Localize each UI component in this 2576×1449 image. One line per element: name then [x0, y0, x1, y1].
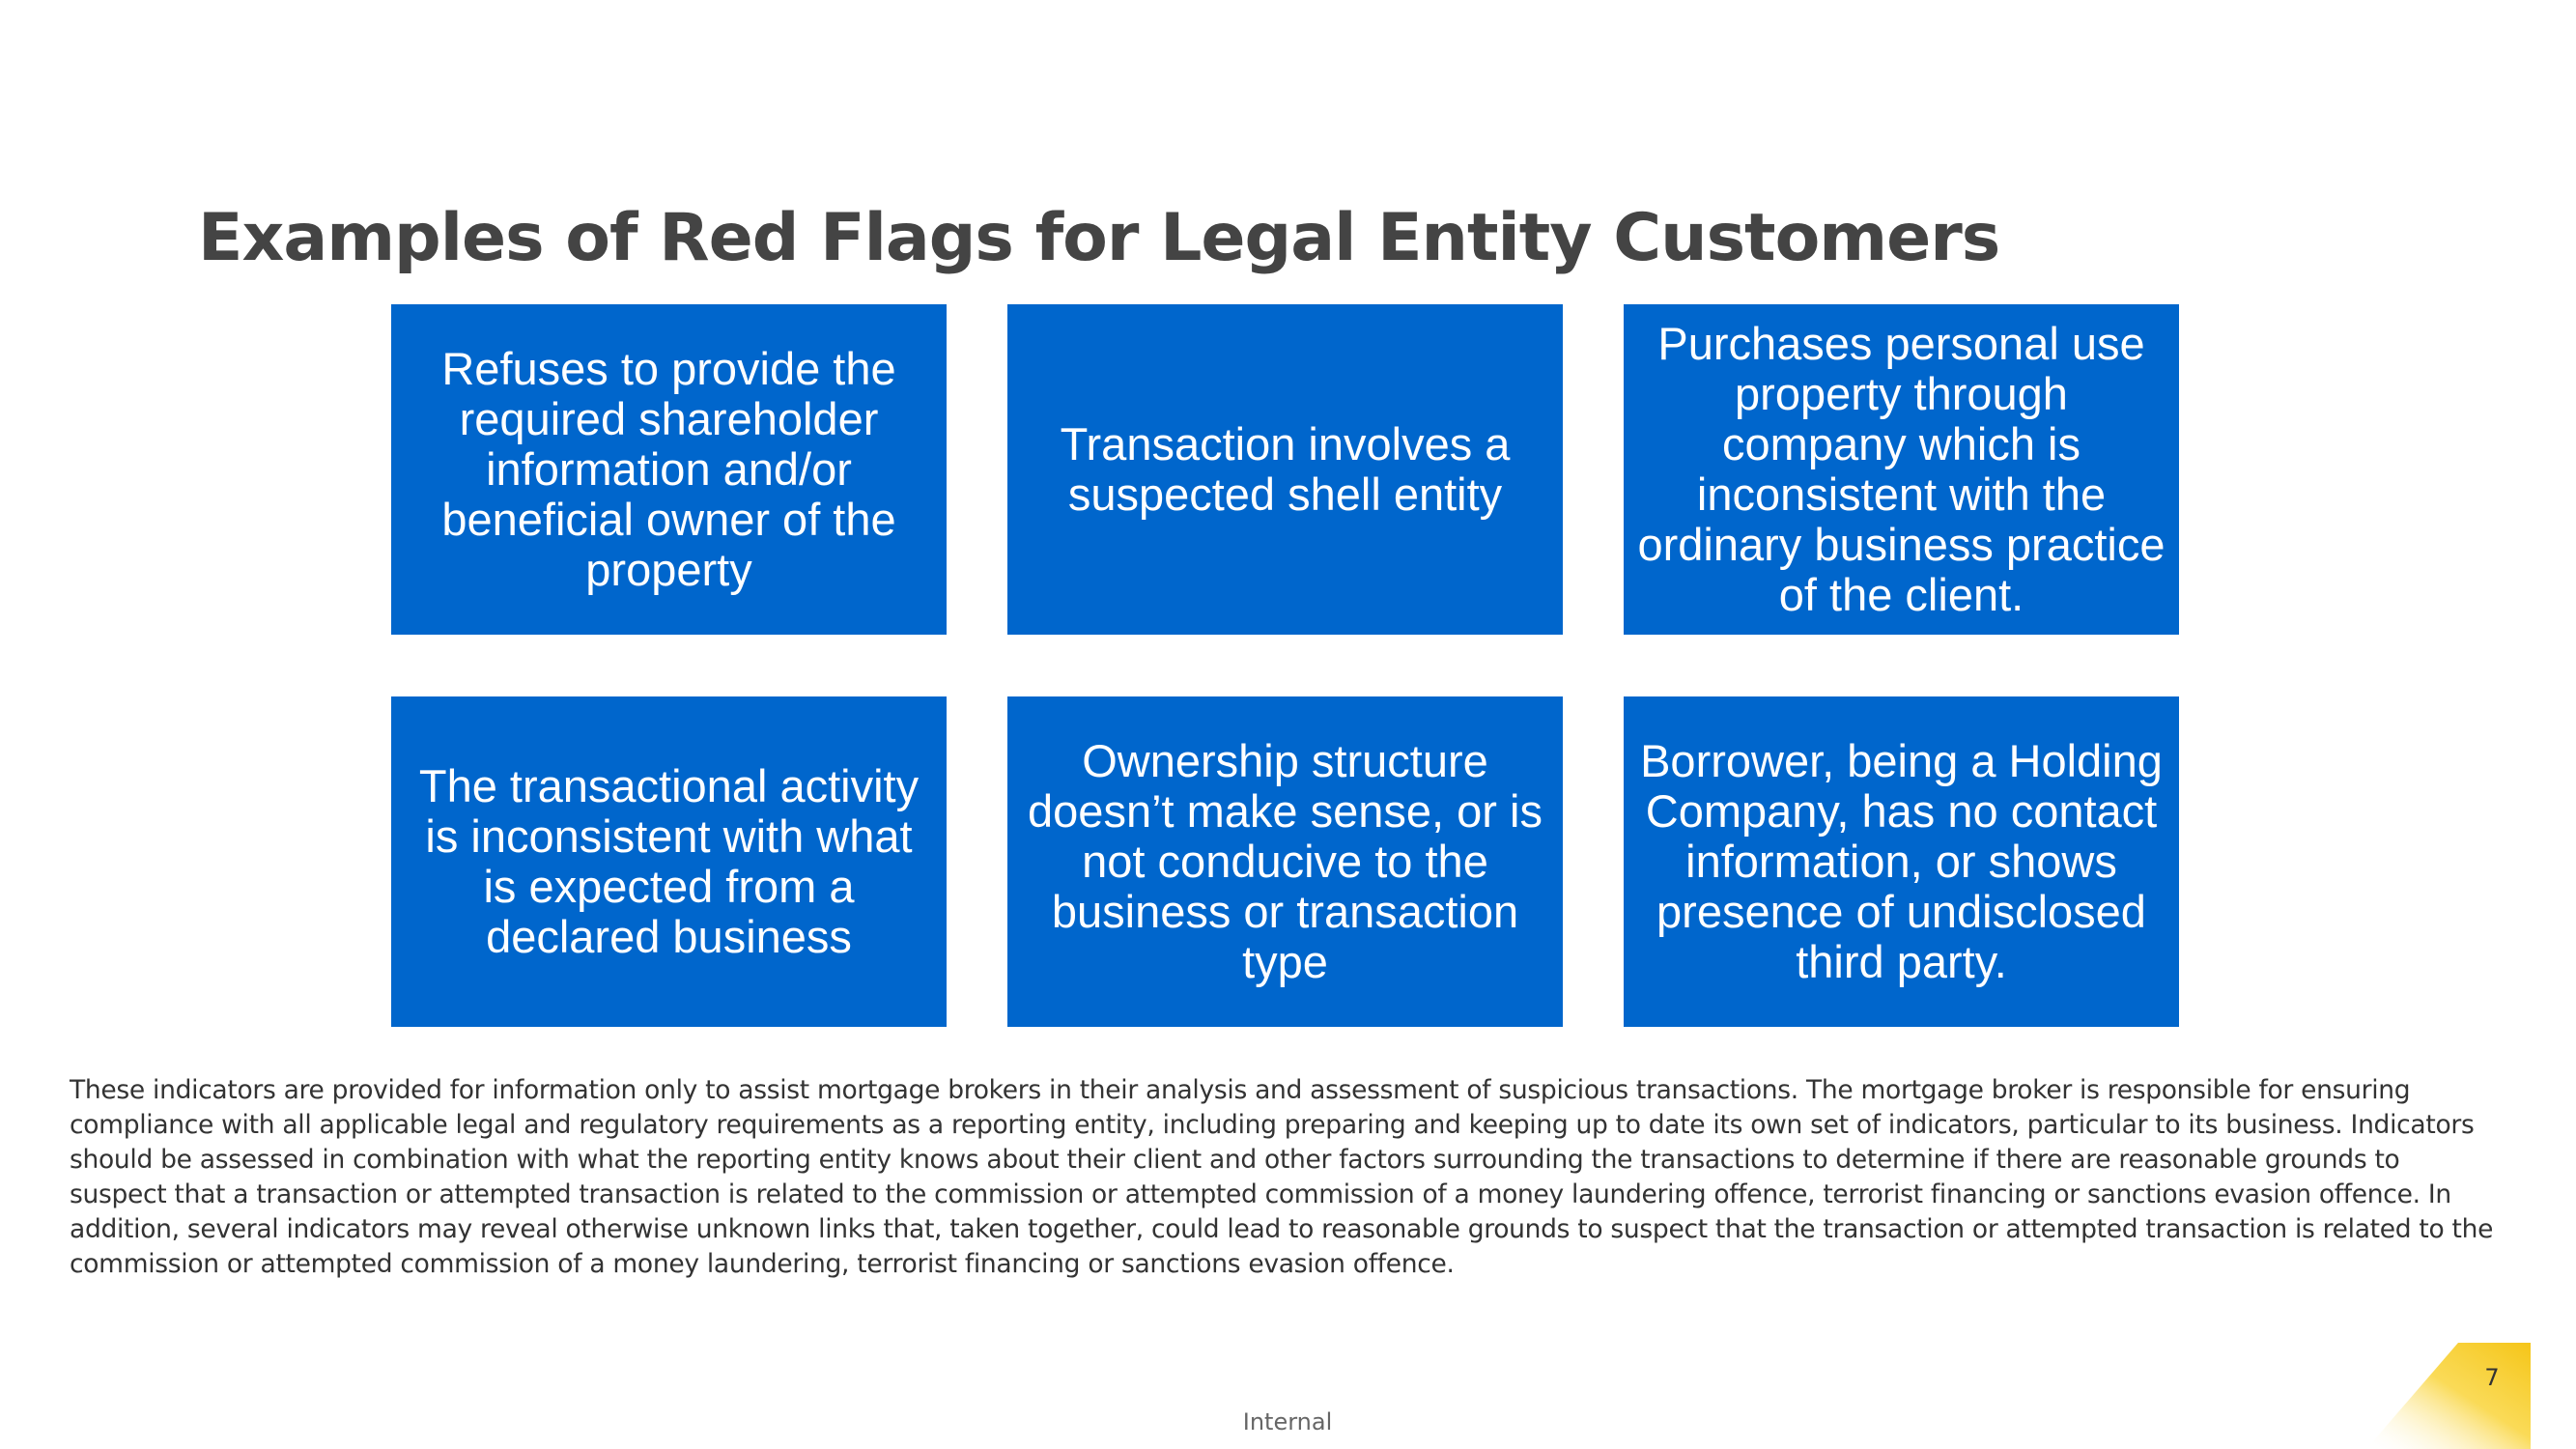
red-flag-box-inconsistent-activity — [391, 696, 947, 1027]
red-flag-box-ownership-structure — [1007, 696, 1563, 1027]
yellow-corner-shape-icon — [2366, 1343, 2531, 1449]
classification-label: Internal — [1242, 1408, 1333, 1435]
slide-title: Examples of Red Flags for Legal Entity Customers — [198, 200, 2000, 276]
page-number: 7 — [2484, 1364, 2500, 1391]
red-flag-box-personal-use-property — [1624, 304, 2179, 635]
red-flag-box-holding-company — [1624, 696, 2179, 1027]
red-flag-box-text: The transactional activity is inconsistent with what is expected from a declared business — [418, 760, 920, 962]
red-flag-box-text: Purchases personal use property through company which is inconsistent with the ordinary business practice of the client. — [1637, 318, 2166, 620]
red-flag-box-text: Borrower, being a Holding Company, has no contact information, or shows presence of undisclosed third party. — [1640, 735, 2163, 987]
red-flag-box-text: Ownership structure doesn’t make sense, or is not conducive to the business or transaction type — [1028, 735, 1543, 987]
red-flag-box-shareholder-info — [391, 304, 947, 635]
red-flag-box-text: Transaction involves a suspected shell entity — [1060, 418, 1511, 520]
disclaimer-text: These indicators are provided for information only to assist mortgage brokers in their analysis and assessment of suspicious transactions. The mortgage broker is responsible for ensuring compliance with all applicable legal and regulatory requirements as a reporting entity, including preparing and keeping up to date its own set of indicators, particular to its business. Indicators should be assessed in combination with what the reporting entity knows about their client and other factors surrounding the transactions to determine if there are reasonable grounds to suspect that a transaction or attempted transaction is related to the commission or attempted commission of a money laundering offence, terrorist financing or sanctions evasion offence. In addition, several indicators may reveal otherwise unknown links that, taken together, could lead to reasonable grounds to suspect that the transaction or attempted transaction is related to the commission or attempted commission of a money laundering, terrorist financing or sanctions evasion offence. — [70, 1075, 2494, 1279]
red-flag-box-text: Refuses to provide the required shareholder information and/or beneficial owner of the property — [441, 343, 896, 595]
red-flag-box-shell-entity — [1007, 304, 1563, 635]
